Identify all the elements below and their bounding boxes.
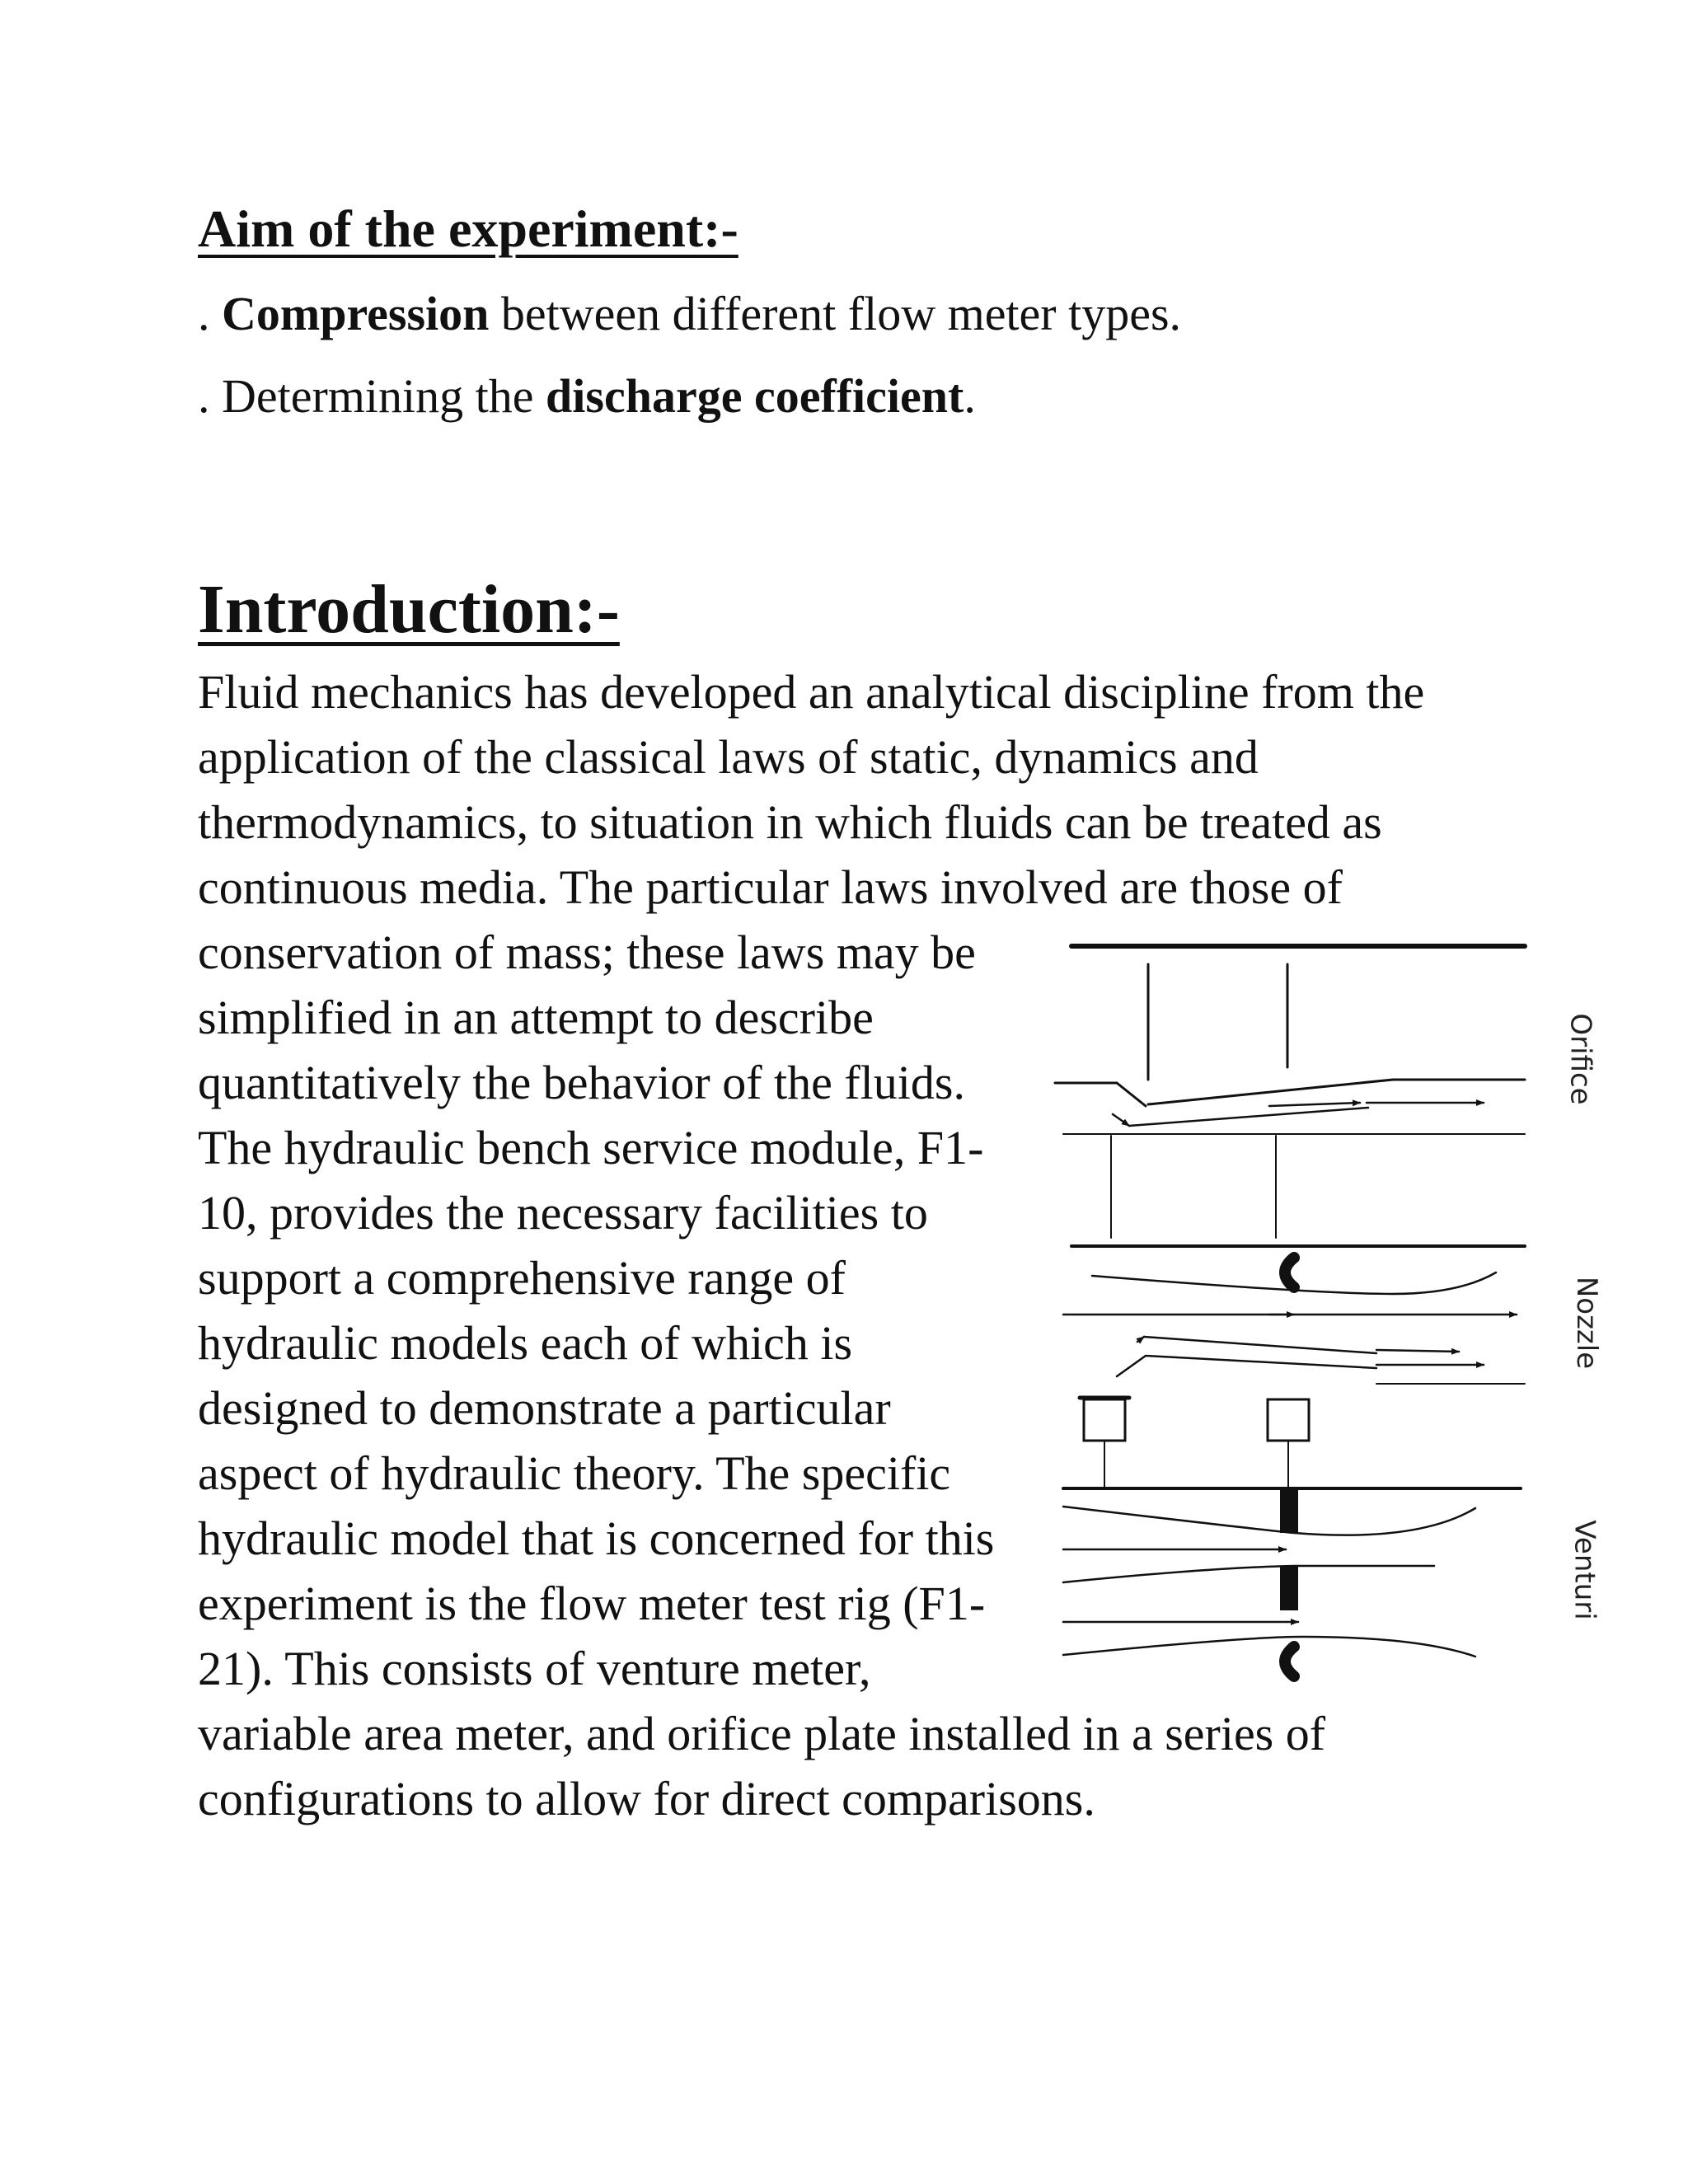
body-line: thermodynamics, to situation in which fluids can be treated as <box>198 795 1382 849</box>
body-line: application of the classical laws of static, dynamics and <box>198 730 1259 784</box>
body-line: 10, provides the necessary facilities to <box>198 1186 928 1240</box>
flow-meter-diagram <box>1047 931 1624 1698</box>
flow-streamline <box>1117 1356 1376 1376</box>
venturi-throat-lower <box>1280 1566 1298 1610</box>
flow-streamline <box>1063 1566 1434 1582</box>
body-line: conservation of mass; these laws may be <box>198 926 976 979</box>
aim-item-text-end: . <box>964 369 976 423</box>
flow-streamline <box>1148 1080 1525 1104</box>
body-line: The hydraulic bench service module, F1- <box>198 1121 984 1174</box>
flow-streamline <box>1129 1108 1368 1126</box>
aim-item-text: Determining the <box>222 369 546 423</box>
aim-item-text: between different flow meter types. <box>489 287 1182 340</box>
introduction-heading: Introduction:- <box>198 571 620 648</box>
aim-item-discharge <box>198 368 976 425</box>
flow-meter-diagram-drawing <box>1047 931 1624 1698</box>
body-line: Fluid mechanics has developed an analytical discipline from the <box>198 665 1425 719</box>
body-line: 21). This consists of venture meter, <box>198 1642 871 1695</box>
flow-streamline <box>1063 1507 1475 1535</box>
nozzle-profile-lower <box>1285 1647 1294 1676</box>
flow-arrow <box>1269 1103 1360 1106</box>
tapping-box-left <box>1084 1399 1125 1441</box>
body-line: configurations to allow for direct comparisons. <box>198 1772 1095 1825</box>
orifice-label: Orifice <box>1564 1013 1597 1105</box>
aim-item-compression <box>198 285 1181 343</box>
body-line: variable area meter, and orifice plate installed in a series of <box>198 1707 1326 1760</box>
flow-streamline <box>1144 1337 1376 1353</box>
venturi-throat-upper <box>1280 1488 1298 1533</box>
nozzle-label: Nozzle <box>1570 1276 1604 1370</box>
body-line: experiment is the flow meter test rig (F1- <box>198 1577 986 1630</box>
body-line: aspect of hydraulic theory. The specific <box>198 1446 951 1500</box>
flow-arrow <box>1376 1350 1459 1352</box>
body-line: hydraulic models each of which is <box>198 1316 853 1370</box>
tapping-box-right <box>1268 1399 1309 1441</box>
nozzle-section <box>1063 1136 1525 1384</box>
bullet: . <box>198 287 222 340</box>
body-line: support a comprehensive range of <box>198 1251 846 1305</box>
bold-term: discharge coefficient <box>546 369 964 423</box>
bold-term: Compression <box>222 287 490 340</box>
body-line: designed to demonstrate a particular <box>198 1381 891 1435</box>
orifice-section <box>1055 946 1525 1134</box>
venturi-label: Venturi <box>1568 1520 1601 1620</box>
flow-arrow <box>1113 1114 1129 1126</box>
orifice-plate-edge <box>1055 1083 1146 1106</box>
bullet: . <box>198 369 222 423</box>
body-line: continuous media. The particular laws involved are those of <box>198 860 1343 914</box>
body-line: simplified in an attempt to describe <box>198 991 874 1044</box>
flow-streamline <box>1063 1637 1475 1657</box>
venturi-section <box>1063 1398 1521 1676</box>
body-line: hydraulic model that is concerned for this <box>198 1511 995 1565</box>
nozzle-profile <box>1285 1258 1294 1287</box>
flow-arrow <box>1137 1337 1144 1342</box>
aim-heading: Aim of the experiment:- <box>198 199 738 258</box>
body-line: quantitatively the behavior of the fluids. <box>198 1056 965 1109</box>
